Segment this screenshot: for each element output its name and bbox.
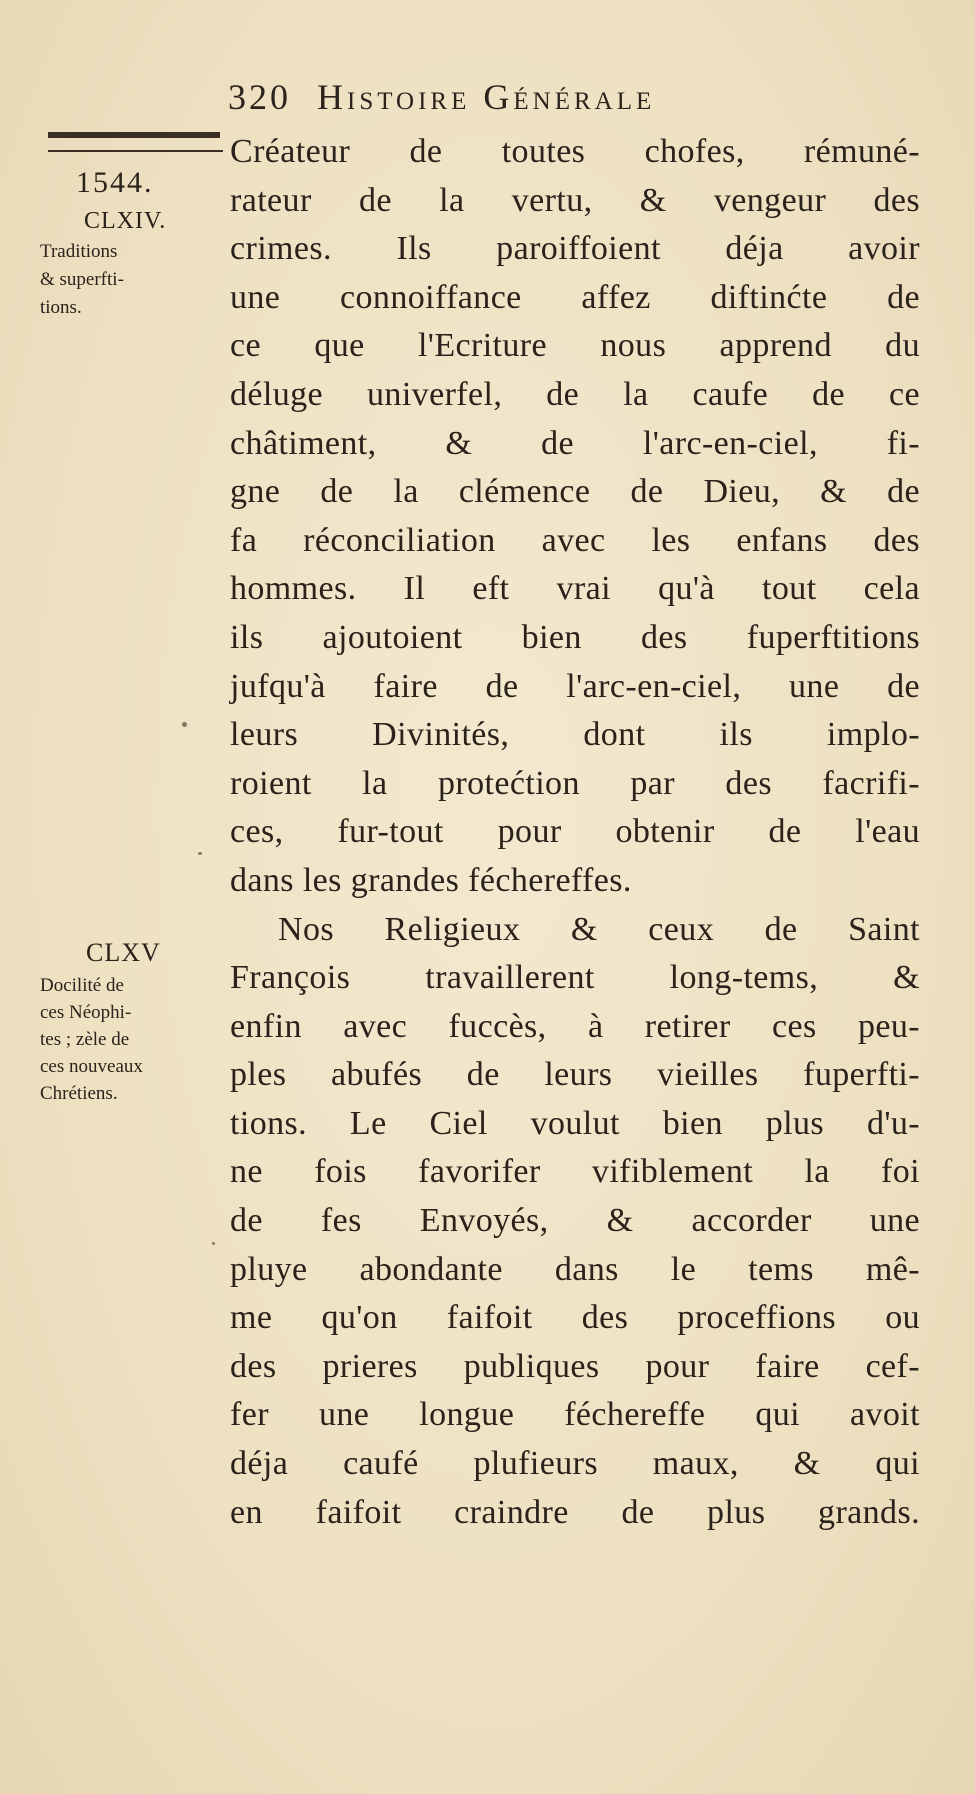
text-line: Nos Religieux & ceux de Saint bbox=[278, 910, 920, 948]
margin-section-number-2: CLXV bbox=[86, 938, 161, 967]
text-line: de fes Envoyés, & accorder une bbox=[230, 1202, 920, 1240]
text-line: fa réconciliation avec les enfans des bbox=[230, 521, 920, 559]
text-line: tions. Le Ciel voulut bien plus d'u- bbox=[230, 1104, 920, 1142]
margin-note-line: tions. bbox=[40, 297, 82, 318]
text-line: des prieres publiques pour faire cef- bbox=[230, 1347, 920, 1385]
text-line: hommes. Il eft vrai qu'à tout cela bbox=[230, 570, 920, 608]
ink-speck bbox=[212, 1242, 215, 1245]
margin-year: 1544. bbox=[76, 166, 154, 199]
text-line: ces, fur-tout pour obtenir de l'eau bbox=[230, 813, 920, 851]
text-line: ce que l'Ecriture nous apprend du bbox=[230, 327, 920, 365]
margin-section-number-1: CLXIV. bbox=[84, 208, 167, 234]
ink-speck bbox=[182, 722, 187, 727]
margin-note-line: tes ; zèle de bbox=[40, 1029, 130, 1050]
margin-note-line: ces Néophi- bbox=[40, 1002, 132, 1023]
margin-note-1 bbox=[40, 238, 226, 322]
text-line: me qu'on faifoit des proceffions ou bbox=[230, 1299, 920, 1337]
margin-note-line: Traditions bbox=[40, 241, 118, 262]
text-line: leurs Divinités, dont ils implo- bbox=[230, 716, 920, 754]
text-line: déluge univerfel, de la caufe de ce bbox=[230, 375, 920, 413]
margin-note-2 bbox=[40, 972, 226, 1107]
text-line: ils ajoutoient bien des fuperftitions bbox=[230, 618, 920, 656]
ink-speck bbox=[198, 852, 202, 855]
text-line: pluye abondante dans le tems mê- bbox=[230, 1250, 920, 1288]
text-line: Créateur de toutes chofes, rémuné- bbox=[230, 133, 920, 170]
ornamental-rule bbox=[48, 132, 220, 138]
text-line: gne de la clémence de Dieu, & de bbox=[230, 473, 920, 511]
margin-note-line: Docilité de bbox=[40, 975, 124, 996]
running-head bbox=[228, 76, 928, 118]
header-rule bbox=[48, 150, 223, 152]
text-line: rateur de la vertu, & vengeur des bbox=[230, 181, 920, 219]
text-line: déja caufé plufieurs maux, & qui bbox=[230, 1445, 920, 1483]
text-line: une connoiffance affez diftinćte de bbox=[230, 278, 920, 316]
text-line: dans les grandes féchereffes. bbox=[230, 861, 632, 899]
margin-note-line: & superfti- bbox=[40, 269, 124, 290]
text-line: en faifoit craindre de plus grands. bbox=[230, 1493, 920, 1531]
text-line: ne fois favorifer vifiblement la foi bbox=[230, 1153, 920, 1191]
text-line: crimes. Ils paroiffoient déja avoir bbox=[230, 230, 920, 268]
text-line: roient la protećtion par des facrifi- bbox=[230, 764, 920, 802]
text-line: François travaillerent long-tems, & bbox=[230, 959, 920, 997]
text-line: fer une longue féchereffe qui avoit bbox=[230, 1396, 920, 1434]
body-text bbox=[230, 128, 920, 1537]
text-line: enfin avec fuccès, à retirer ces peu- bbox=[230, 1007, 920, 1045]
running-title: Histoire Générale bbox=[317, 77, 656, 117]
text-line: châtiment, & de l'arc-en-ciel, fi- bbox=[230, 424, 920, 462]
text-line: jufqu'à faire de l'arc-en-ciel, une de bbox=[230, 667, 920, 705]
margin-note-line: Chrétiens. bbox=[40, 1083, 118, 1104]
page-number: 320 bbox=[228, 77, 291, 117]
text-line: ples abufés de leurs vieilles fuperfti- bbox=[230, 1056, 920, 1094]
margin-note-line: ces nouveaux bbox=[40, 1056, 143, 1077]
